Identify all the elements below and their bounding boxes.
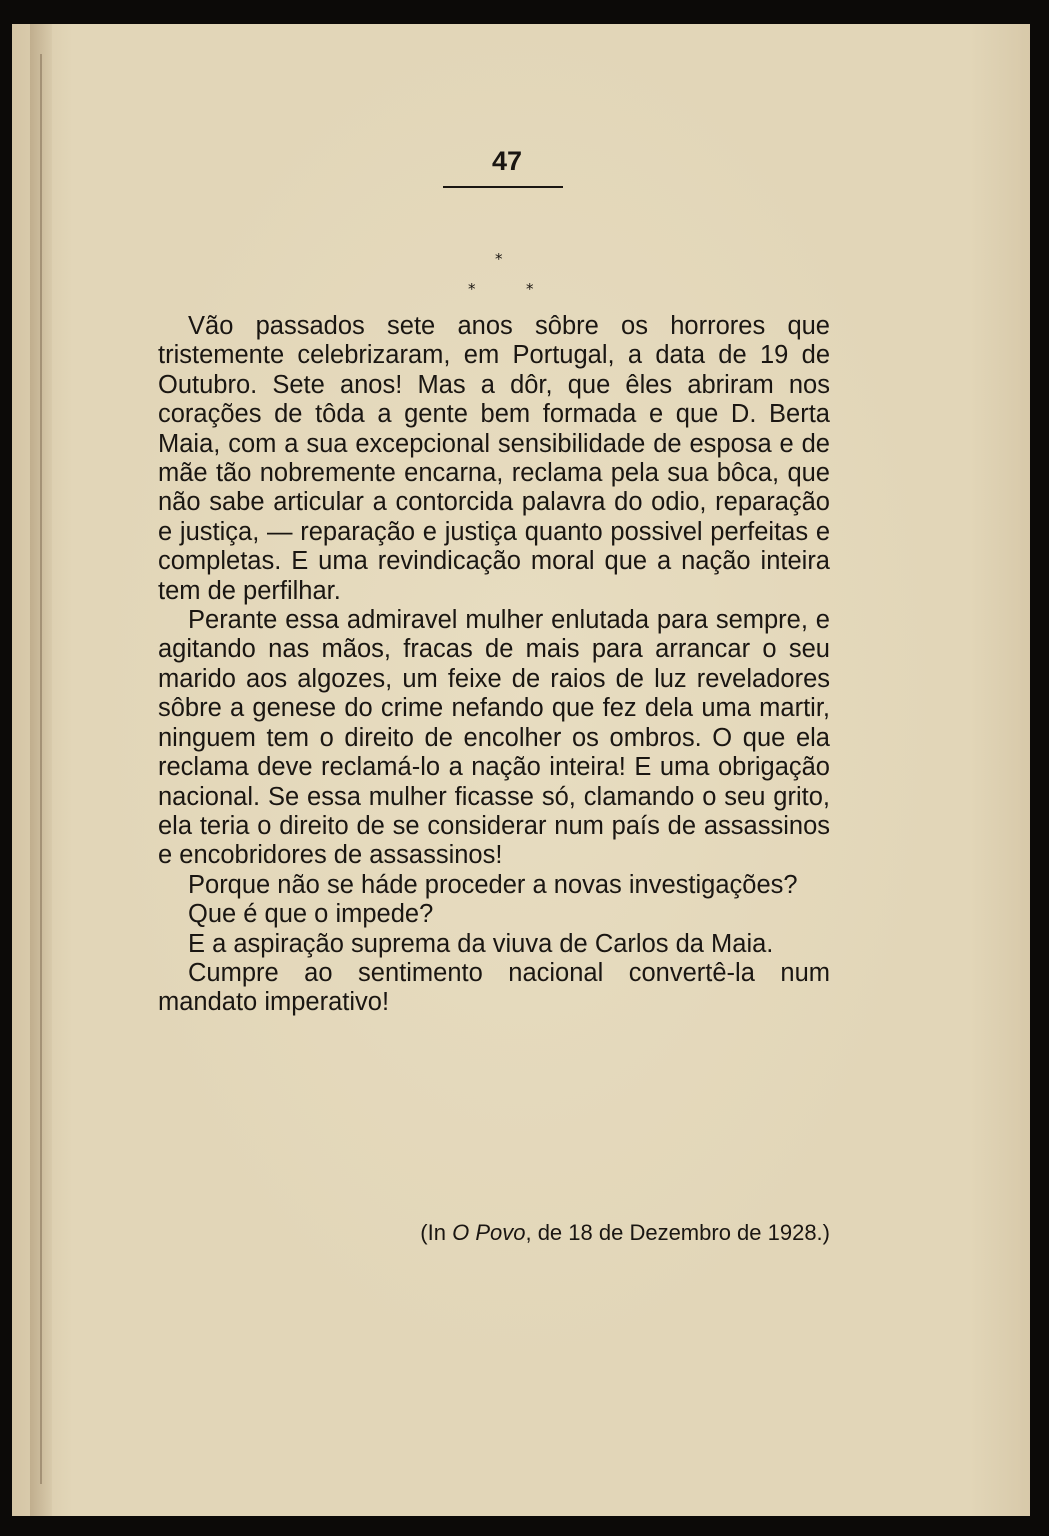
asterism-right-star: * [526,280,534,298]
page-number: 47 [491,146,523,176]
citation-prefix: (In [420,1220,453,1245]
paragraph: E a aspiração suprema da viuva de Carlos da Maia. [188,929,774,958]
book-page [12,24,1030,1516]
citation-suffix: , de 18 de Dezembro de 1928.) [525,1220,830,1245]
asterism-left-star: * [468,280,476,298]
paragraph: Vão passados sete anos sôbre os horrores que tristemente celebrizaram, em Portugal, a data de 19 de Outubro. Sete anos! Mas a dôr, que êles abriram nos corações de tôda a gente bem formada e que D. Berta Maia, com a sua excepcional sensibilidade de esposa e de mãe tão nobremente encarna, reclama pela sua bôca, que não sabe articular a contorcida palavra do odio, reparação e justiça, — reparação e justiça quanto possivel perfeitas e completas. E uma revindicação moral que a nação inteira tem de perfilhar. [158,312,830,605]
asterism-top-star: * [495,250,503,268]
citation-source: O Povo [452,1220,526,1245]
article-body [158,312,830,1018]
asterism [452,250,552,310]
binding-crease [40,54,42,1484]
paragraph: Perante essa admiravel mulher enlutada para sempre, e agitando nas mãos, fracas de mais para arrancar o seu marido aos algozes, um feixe de raios de luz reveladores sôbre a genese do crime nefando que fez dela uma martir, ninguem tem o direito de encolher os ombros. O que ela reclama deve reclamá-lo a nação inteira! E uma obrigação nacional. Se essa mulher ficasse só, clamando o seu grito, ela teria o direito de se considerar num país de assassinos e encobridores de assassinos! [158,606,830,870]
paragraph: Que é que o impede? [188,900,434,929]
source-citation [342,1220,830,1246]
paragraph: Cumpre ao sentimento nacional convertê-la num mandato imperativo! [158,958,830,1017]
paragraph: Porque não se háde proceder a novas investigações? [188,870,798,899]
page-number-rule [443,186,563,188]
